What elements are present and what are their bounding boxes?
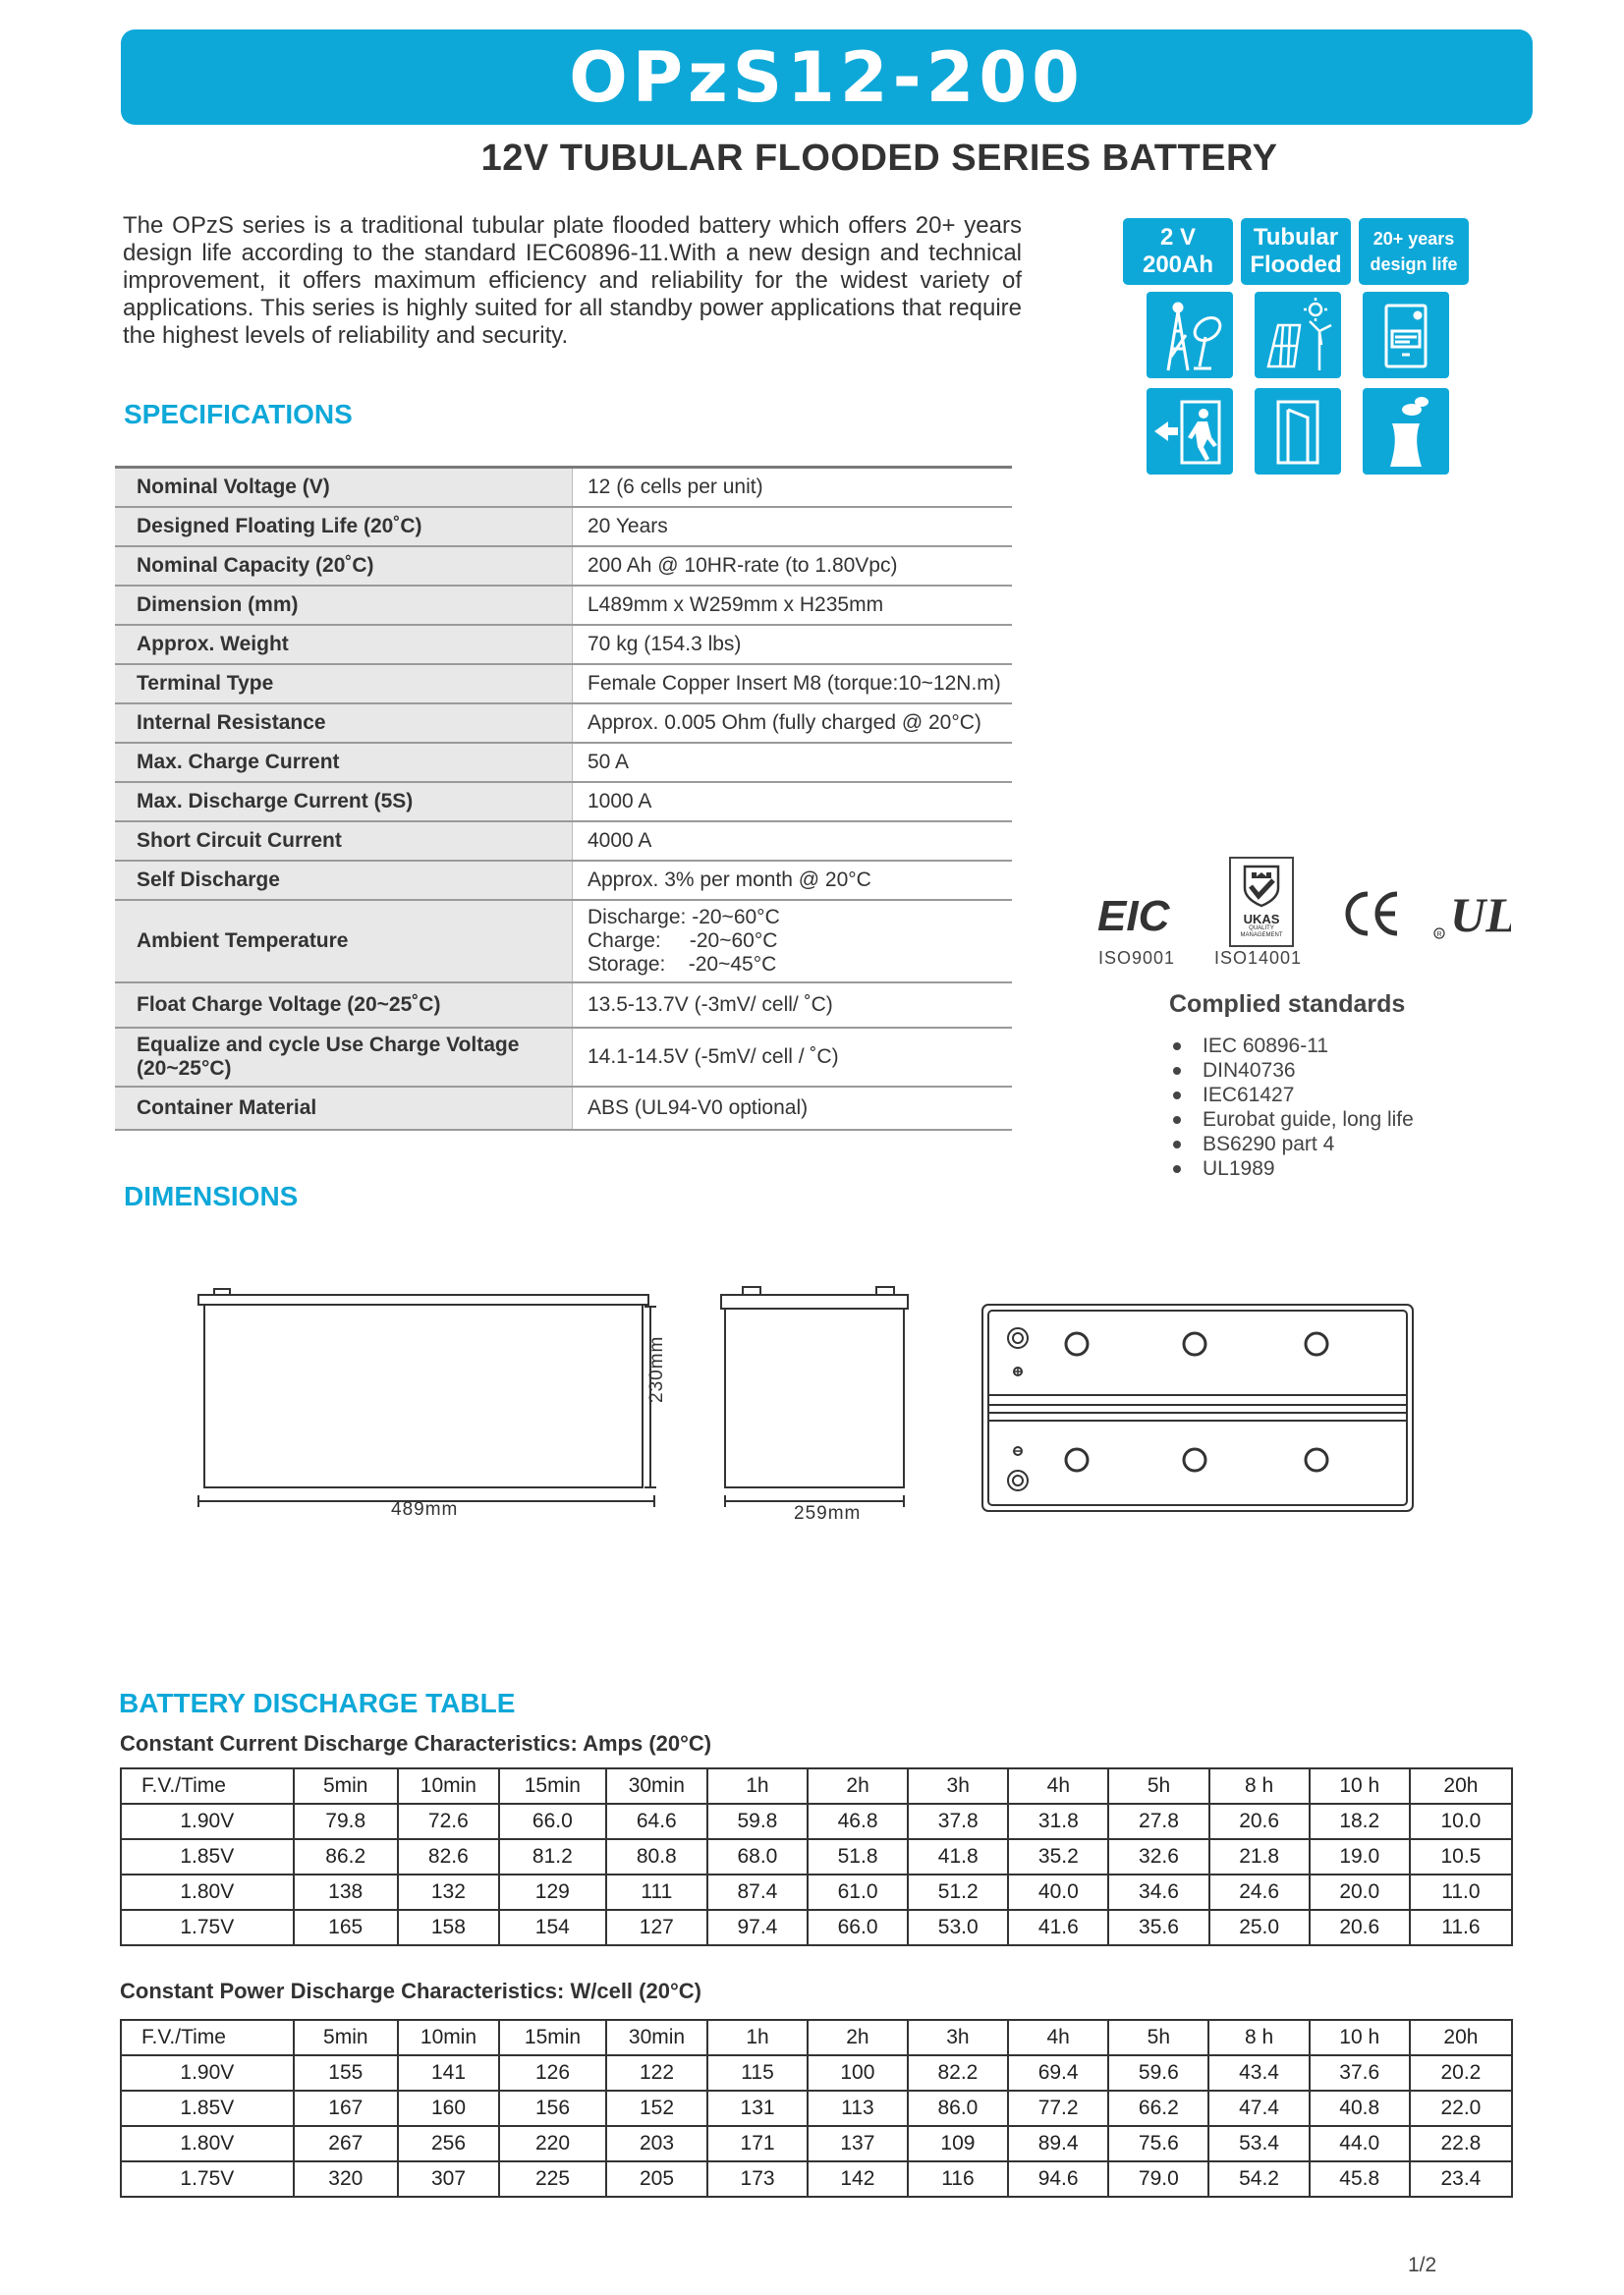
data-table	[120, 2019, 1513, 2198]
table-cell: 20.2	[1410, 2055, 1512, 2091]
row-label: 1.90V	[121, 2055, 294, 2091]
table-cell: 22.0	[1410, 2091, 1512, 2126]
eic-logo	[1095, 889, 1184, 938]
table-header-row	[121, 1768, 1512, 1804]
badge-line: 200Ah	[1142, 252, 1214, 278]
spec-value: 70 kg (154.3 lbs)	[573, 625, 1013, 664]
table-cell: 79.0	[1108, 2161, 1208, 2197]
spec-value: ABS (UL94-V0 optional)	[573, 1087, 1013, 1130]
length-dimension-label: 489mm	[391, 1499, 459, 1520]
table-cell: 47.4	[1208, 2091, 1309, 2126]
table-cell: 307	[398, 2161, 499, 2197]
column-header: 10 h	[1310, 1768, 1410, 1804]
spec-row	[115, 782, 1012, 821]
column-header: 10 h	[1310, 2020, 1410, 2055]
table-cell: 137	[808, 2126, 908, 2161]
table-cell: 23.4	[1410, 2161, 1512, 2197]
telecom-tower-icon	[1147, 292, 1233, 378]
width-dimension-label: 259mm	[794, 1503, 862, 1524]
table-cell: 167	[294, 2091, 398, 2126]
table-cell: 43.4	[1208, 2055, 1309, 2091]
table-cell: 40.0	[1008, 1875, 1108, 1910]
table-cell: 10.5	[1410, 1839, 1512, 1875]
spec-row	[115, 546, 1012, 586]
column-header: 10min	[398, 2020, 499, 2055]
table-cell: 77.2	[1008, 2091, 1108, 2126]
table-cell: 21.8	[1209, 1839, 1310, 1875]
table-cell: 18.2	[1310, 1804, 1410, 1839]
table-cell: 34.6	[1108, 1875, 1208, 1910]
spec-label: Approx. Weight	[115, 625, 573, 664]
table-cell: 20.6	[1209, 1804, 1310, 1839]
table-cell: 25.0	[1209, 1910, 1310, 1945]
table-cell: 86.0	[908, 2091, 1008, 2126]
table-cell: 20.6	[1310, 1910, 1410, 1945]
table-cell: 267	[294, 2126, 398, 2161]
bullet-icon	[1173, 1092, 1181, 1099]
column-header: 5h	[1108, 2020, 1208, 2055]
table-cell: 131	[707, 2091, 808, 2126]
ul-mark-icon	[1432, 884, 1511, 943]
table-cell: 44.0	[1310, 2126, 1410, 2161]
table-cell: 59.6	[1108, 2055, 1208, 2091]
spec-value: 13.5-13.7V (-3mV/ cell/ ˚C)	[573, 982, 1013, 1028]
spec-value: 14.1-14.5V (-5mV/ cell / ˚C)	[573, 1028, 1013, 1087]
table-cell: 66.2	[1108, 2091, 1208, 2126]
spec-row	[115, 625, 1012, 664]
bullet-icon	[1173, 1116, 1181, 1124]
ups-cabinet-icon	[1363, 292, 1449, 378]
row-label: 1.85V	[121, 2091, 294, 2126]
table-cell: 152	[606, 2091, 707, 2126]
dimensions-heading: DIMENSIONS	[124, 1181, 299, 1211]
table-cell: 27.8	[1108, 1804, 1208, 1839]
table-row	[121, 1804, 1512, 1839]
table-cell: 122	[606, 2055, 707, 2091]
spec-value: 50 A	[573, 743, 1013, 782]
spec-value: 200 Ah @ 10HR-rate (to 1.80Vpc)	[573, 546, 1013, 586]
table-cell: 19.0	[1310, 1839, 1410, 1875]
table-cell: 51.2	[908, 1875, 1008, 1910]
table-cell: 53.0	[908, 1910, 1008, 1945]
table-header-row	[121, 2020, 1512, 2055]
row-label: 1.75V	[121, 2161, 294, 2197]
spec-label: Designed Floating Life (20˚C)	[115, 507, 573, 546]
column-header: 3h	[908, 1768, 1008, 1804]
table-row	[121, 2055, 1512, 2091]
column-header: 2h	[808, 1768, 908, 1804]
column-header: F.V./Time	[121, 1768, 294, 1804]
iso9001-label: ISO9001	[1098, 948, 1176, 968]
spec-value: 12 (6 cells per unit)	[573, 468, 1013, 508]
table-cell: 80.8	[606, 1839, 707, 1875]
table-cell: 87.4	[707, 1875, 808, 1910]
table-cell: 138	[294, 1875, 398, 1910]
spec-value: 4000 A	[573, 821, 1013, 861]
table-cell: 97.4	[707, 1910, 808, 1945]
table-row	[121, 1839, 1512, 1875]
table-cell: 41.6	[1008, 1910, 1108, 1945]
table-cell: 31.8	[1008, 1804, 1108, 1839]
table-cell: 35.6	[1108, 1910, 1208, 1945]
table-cell: 86.2	[294, 1839, 398, 1875]
table-cell: 66.0	[808, 1910, 908, 1945]
column-header: 20h	[1410, 2020, 1512, 2055]
spec-label-line: Equalize and cycle Use Charge Voltage	[137, 1034, 520, 1056]
list-item	[1169, 1132, 1414, 1156]
table-cell: 68.0	[707, 1839, 808, 1875]
badge-line: design life	[1370, 254, 1458, 274]
column-header: 10min	[398, 1768, 499, 1804]
spec-value: 20 Years	[573, 507, 1013, 546]
row-label: 1.80V	[121, 1875, 294, 1910]
spec-value-line: Storage: -20~45°C	[588, 953, 777, 976]
emergency-exit-icon	[1147, 388, 1233, 475]
spec-label: Short Circuit Current	[115, 821, 573, 861]
table-cell: 109	[908, 2126, 1008, 2161]
column-header: 30min	[606, 1768, 707, 1804]
spec-value: Approx. 0.005 Ohm (fully charged @ 20°C)	[573, 703, 1013, 743]
list-item	[1169, 1034, 1414, 1058]
spec-label: Float Charge Voltage (20~25˚C)	[115, 982, 573, 1028]
table-cell: 116	[908, 2161, 1008, 2197]
spec-value: Female Copper Insert M8 (torque:10~12N.m)	[573, 664, 1013, 703]
row-label: 1.90V	[121, 1804, 294, 1839]
table-row	[121, 1875, 1512, 1910]
table-cell: 156	[499, 2091, 606, 2126]
page-number: 1/2	[1408, 2254, 1437, 2276]
badge-voltage-capacity	[1123, 218, 1233, 285]
table-cell: 158	[398, 1910, 499, 1945]
spec-value: 1000 A	[573, 782, 1013, 821]
spec-row	[115, 982, 1012, 1028]
table-cell: 127	[606, 1910, 707, 1945]
ukas-subtext: QUALITY MANAGEMENT	[1240, 925, 1283, 938]
standard-name: BS6290 part 4	[1203, 1133, 1335, 1155]
page-subtitle: 12V TUBULAR FLOODED SERIES BATTERY	[480, 138, 1278, 179]
intro-paragraph: The OPzS series is a traditional tubular plate flooded battery which offers 20+ years design life according to the standard IEC60896-11.With a new design and technical improvement, it offers maximum efficiency and reliability for the widest variety of applications. This series is highly suited for all standby power applications that require the highest levels of reliability and security.	[123, 212, 1022, 349]
height-dimension-label: 230mm	[646, 1335, 667, 1403]
list-item	[1169, 1156, 1414, 1181]
spec-value: L489mm x W259mm x H235mm	[573, 586, 1013, 625]
list-item	[1169, 1107, 1414, 1132]
spec-label: Max. Charge Current	[115, 743, 573, 782]
spec-row	[115, 703, 1012, 743]
table-cell: 220	[499, 2126, 606, 2161]
power-table-title: Constant Power Discharge Characteristics: W/cell (20°C)	[120, 1979, 701, 2003]
table-cell: 81.2	[499, 1839, 606, 1875]
spec-row	[115, 586, 1012, 625]
row-label: 1.85V	[121, 1839, 294, 1875]
standard-name: UL1989	[1203, 1157, 1275, 1180]
spec-label: Self Discharge	[115, 861, 573, 900]
bullet-icon	[1173, 1042, 1181, 1050]
ukas-text: UKAS	[1243, 912, 1280, 926]
standard-name: Eurobat guide, long life	[1203, 1108, 1414, 1131]
table-cell: 32.6	[1108, 1839, 1208, 1875]
column-header: 1h	[707, 1768, 808, 1804]
list-item	[1169, 1058, 1414, 1083]
table-cell: 45.8	[1310, 2161, 1410, 2197]
list-item	[1169, 1083, 1414, 1107]
table-cell: 37.8	[908, 1804, 1008, 1839]
spec-value-line: Discharge: -20~60°C	[588, 906, 780, 928]
table-cell: 11.0	[1410, 1875, 1512, 1910]
iso14001-label: ISO14001	[1214, 948, 1303, 968]
current-table-title: Constant Current Discharge Characteristics: Amps (20°C)	[120, 1731, 712, 1756]
badge-line: 2 V	[1159, 224, 1197, 251]
spec-value-line: Charge: -20~60°C	[588, 929, 778, 952]
column-header: 15min	[499, 1768, 606, 1804]
bullet-icon	[1173, 1165, 1181, 1173]
spec-label: Terminal Type	[115, 664, 573, 703]
standards-list	[1169, 1034, 1414, 1181]
specifications-heading: SPECIFICATIONS	[124, 399, 353, 429]
column-header: F.V./Time	[121, 2020, 294, 2055]
standard-name: DIN40736	[1203, 1059, 1296, 1082]
table-cell: 256	[398, 2126, 499, 2161]
spec-row	[115, 900, 1012, 982]
table-cell: 126	[499, 2055, 606, 2091]
column-header: 5h	[1108, 1768, 1208, 1804]
page-title: OPzS12-200	[569, 36, 1085, 118]
table-cell: 113	[808, 2091, 908, 2126]
table-cell: 46.8	[808, 1804, 908, 1839]
table-cell: 94.6	[1008, 2161, 1108, 2197]
spec-row	[115, 664, 1012, 703]
table-cell: 66.0	[499, 1804, 606, 1839]
row-label: 1.80V	[121, 2126, 294, 2161]
table-cell: 61.0	[808, 1875, 908, 1910]
table-cell: 35.2	[1008, 1839, 1108, 1875]
spec-row	[115, 1028, 1012, 1087]
spec-label-line: (20~25°C)	[137, 1057, 232, 1080]
table-cell: 59.8	[707, 1804, 808, 1839]
ce-mark-icon	[1338, 884, 1407, 943]
power-plant-icon	[1363, 388, 1449, 475]
table-cell: 225	[499, 2161, 606, 2197]
table-cell: 171	[707, 2126, 808, 2161]
column-header: 4h	[1008, 2020, 1108, 2055]
spec-value: Approx. 3% per month @ 20°C	[573, 861, 1013, 900]
column-header: 30min	[606, 2020, 707, 2055]
table-cell: 72.6	[398, 1804, 499, 1839]
ul-mark-text: UL	[1450, 887, 1511, 942]
column-header: 2h	[808, 2020, 908, 2055]
row-label: 1.75V	[121, 1910, 294, 1945]
table-cell: 41.8	[908, 1839, 1008, 1875]
door-icon	[1255, 388, 1341, 475]
column-header: 5min	[294, 1768, 398, 1804]
solar-wind-icon	[1255, 292, 1341, 378]
table-cell: 11.6	[1410, 1910, 1512, 1945]
badge-line: Flooded	[1250, 252, 1342, 278]
table-cell: 154	[499, 1910, 606, 1945]
table-cell: 54.2	[1208, 2161, 1309, 2197]
column-header: 3h	[908, 2020, 1008, 2055]
table-cell: 155	[294, 2055, 398, 2091]
spec-row	[115, 743, 1012, 782]
table-cell: 132	[398, 1875, 499, 1910]
bullet-icon	[1173, 1141, 1181, 1148]
badge-line: Tubular	[1253, 224, 1339, 251]
spec-label: Internal Resistance	[115, 703, 573, 743]
data-table	[120, 1767, 1513, 1946]
table-cell: 89.4	[1008, 2126, 1108, 2161]
table-cell: 79.8	[294, 1804, 398, 1839]
spec-row	[115, 821, 1012, 861]
table-cell: 10.0	[1410, 1804, 1512, 1839]
table-cell: 24.6	[1209, 1875, 1310, 1910]
column-header: 1h	[707, 2020, 808, 2055]
spec-label: Nominal Capacity (20˚C)	[115, 546, 573, 586]
table-cell: 100	[808, 2055, 908, 2091]
badge-tubular-flooded	[1241, 218, 1351, 285]
specifications-table	[115, 466, 1012, 1131]
standard-name: IEC 60896-11	[1203, 1035, 1329, 1057]
spec-row	[115, 507, 1012, 546]
table-cell: 160	[398, 2091, 499, 2126]
spec-label: Max. Discharge Current (5S)	[115, 782, 573, 821]
table-cell: 82.2	[908, 2055, 1008, 2091]
table-cell: 111	[606, 1875, 707, 1910]
table-row	[121, 2161, 1512, 2197]
spec-label: Dimension (mm)	[115, 586, 573, 625]
table-cell: 75.6	[1108, 2126, 1208, 2161]
dimension-drawings	[177, 1277, 1444, 1533]
eic-logo-text: EIC	[1097, 892, 1170, 938]
table-cell: 22.8	[1410, 2126, 1512, 2161]
table-cell: 129	[499, 1875, 606, 1910]
power-discharge-table	[120, 2019, 1513, 2198]
column-header: 8 h	[1208, 2020, 1309, 2055]
discharge-heading: BATTERY DISCHARGE TABLE	[119, 1688, 516, 1718]
svg-text:R: R	[1436, 931, 1442, 938]
title-banner	[121, 29, 1533, 125]
table-cell: 173	[707, 2161, 808, 2197]
table-cell: 20.0	[1310, 1875, 1410, 1910]
badge-line: 20+ years	[1372, 229, 1455, 249]
table-cell: 142	[808, 2161, 908, 2197]
column-header: 5min	[294, 2020, 398, 2055]
column-header: 20h	[1410, 1768, 1512, 1804]
table-cell: 203	[606, 2126, 707, 2161]
spec-label: Container Material	[115, 1087, 573, 1130]
table-cell: 53.4	[1208, 2126, 1309, 2161]
badge-design-life	[1359, 218, 1469, 285]
table-cell: 141	[398, 2055, 499, 2091]
column-header: 15min	[499, 2020, 606, 2055]
spec-label: Nominal Voltage (V)	[115, 468, 573, 508]
spec-value-multiline	[573, 900, 1013, 982]
complied-standards-title: Complied standards	[1169, 990, 1406, 1018]
bullet-icon	[1173, 1067, 1181, 1075]
spec-row	[115, 468, 1012, 508]
table-cell: 205	[606, 2161, 707, 2197]
spec-row	[115, 861, 1012, 900]
table-cell: 40.8	[1310, 2091, 1410, 2126]
ukas-logo	[1229, 857, 1294, 947]
table-cell: 37.6	[1310, 2055, 1410, 2091]
table-cell: 82.6	[398, 1839, 499, 1875]
current-discharge-table	[120, 1767, 1513, 1946]
table-row	[121, 1910, 1512, 1945]
spec-label: Ambient Temperature	[115, 900, 573, 982]
table-cell: 51.8	[808, 1839, 908, 1875]
table-cell: 320	[294, 2161, 398, 2197]
table-cell: 69.4	[1008, 2055, 1108, 2091]
column-header: 8 h	[1209, 1768, 1310, 1804]
standard-name: IEC61427	[1203, 1084, 1295, 1106]
table-cell: 115	[707, 2055, 808, 2091]
table-row	[121, 2091, 1512, 2126]
table-cell: 165	[294, 1910, 398, 1945]
column-header: 4h	[1008, 1768, 1108, 1804]
table-row	[121, 2126, 1512, 2161]
spec-label-multiline	[115, 1028, 573, 1087]
spec-row	[115, 1087, 1012, 1130]
table-cell: 64.6	[606, 1804, 707, 1839]
